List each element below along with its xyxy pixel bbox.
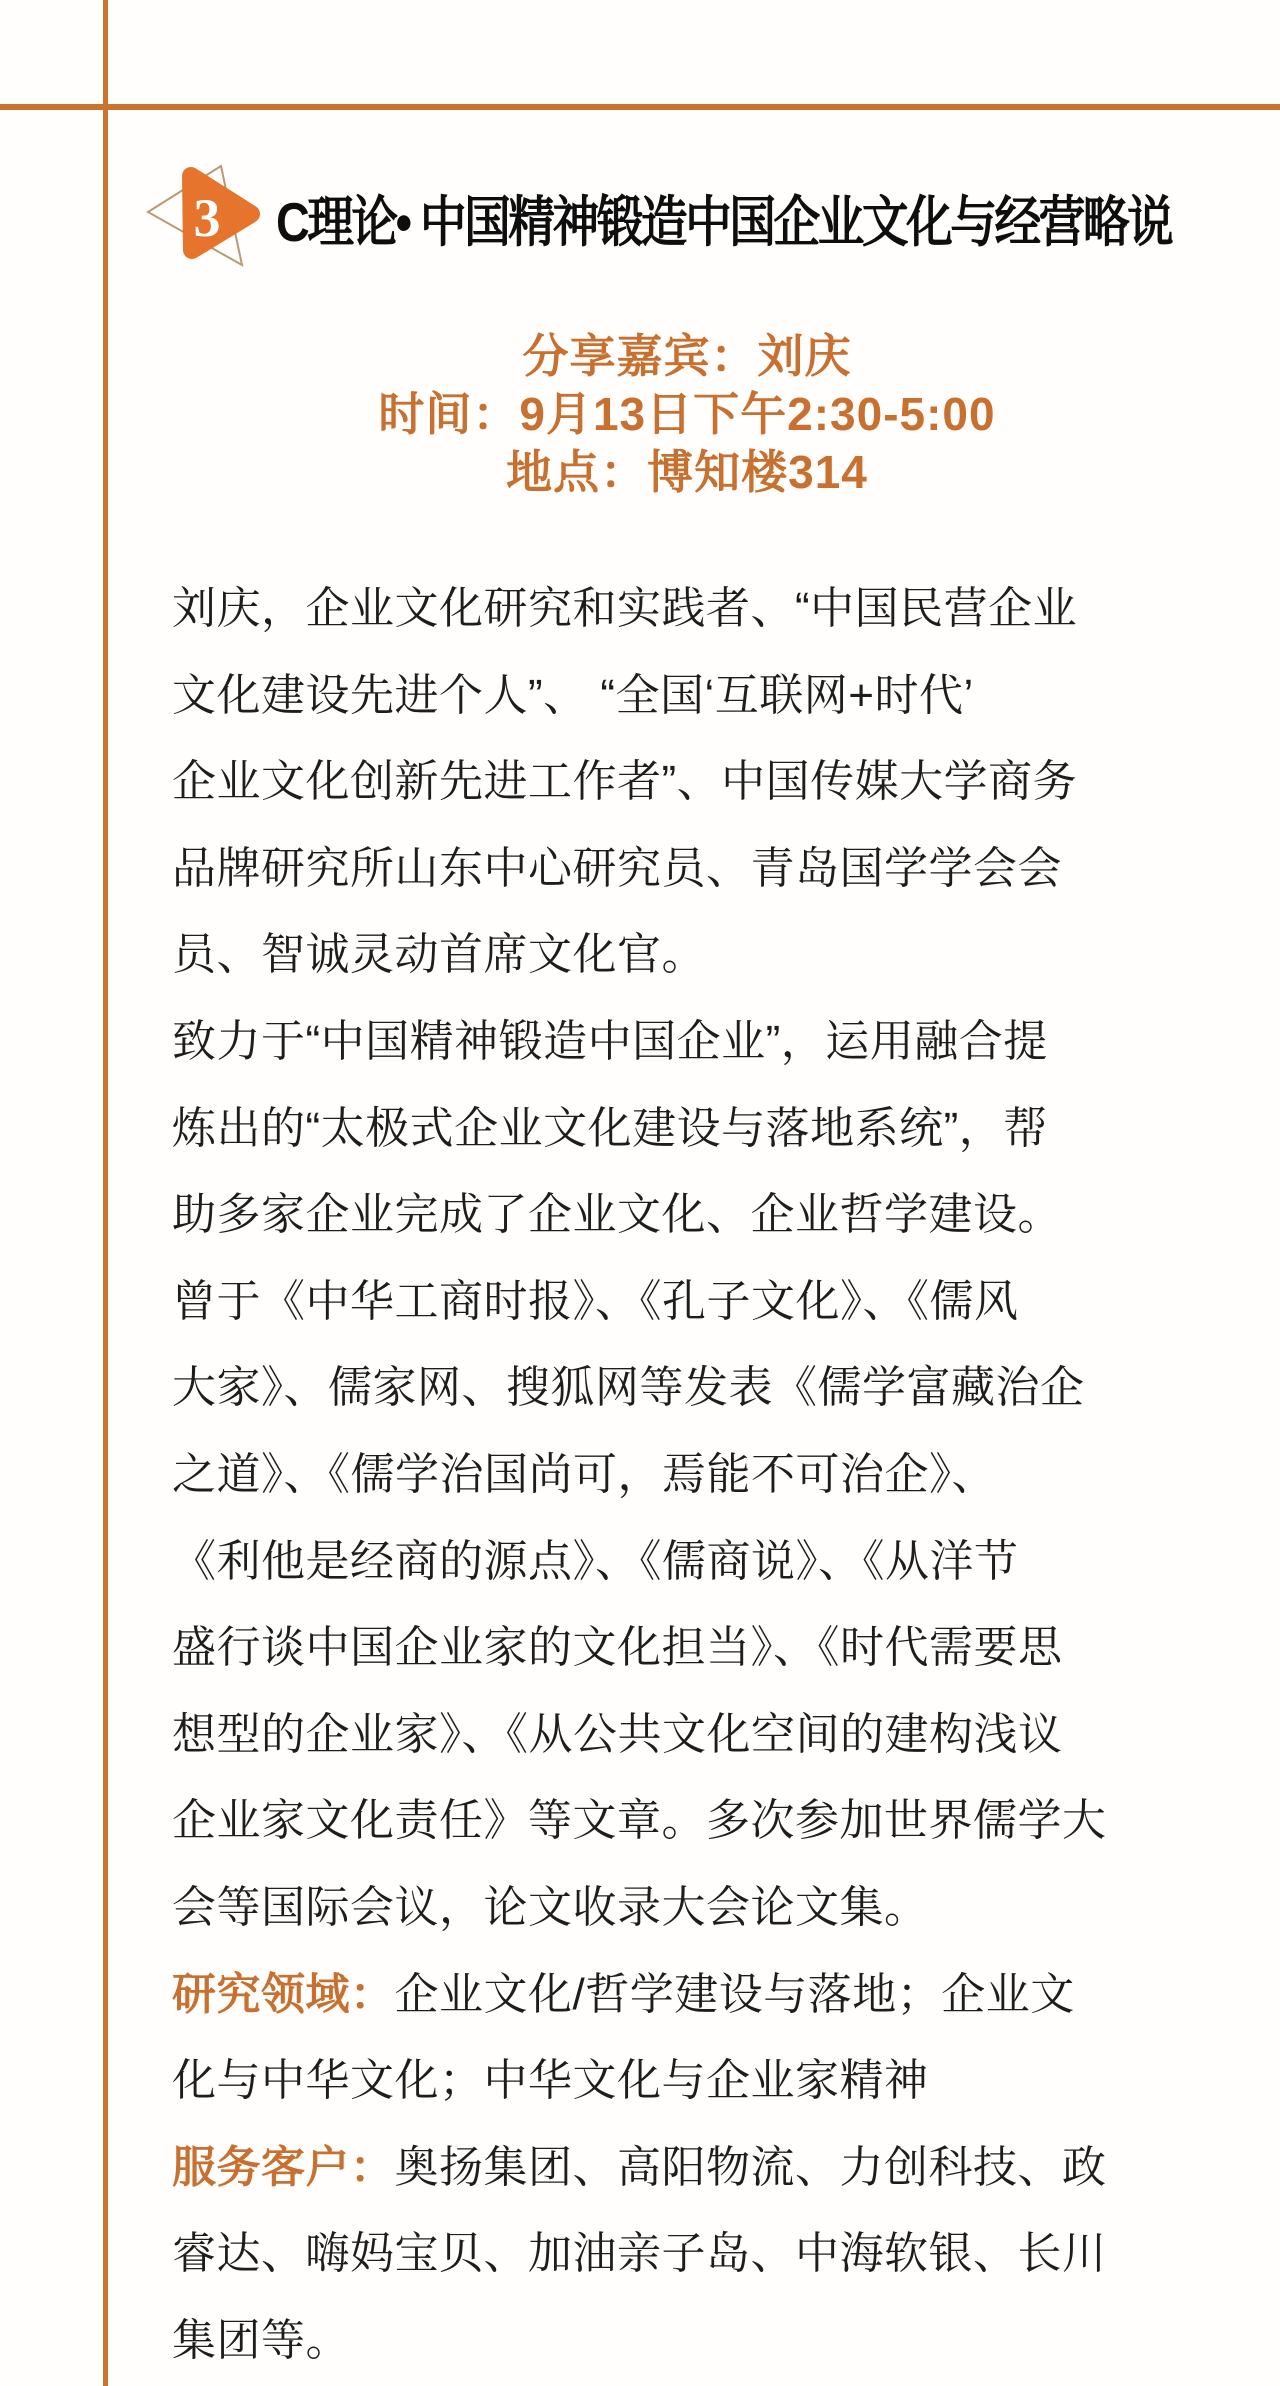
bio-line-text: 曾于《中华工商时报》、《孔子文化》、《儒风 — [172, 1276, 1019, 1326]
bio-line-text: 会等国际会议，论文收录大会论文集。 — [172, 1882, 929, 1932]
bio-line-text: 致力于“中国精神锻造中国企业”，运用融合提 — [172, 1016, 1048, 1066]
bio-line-label: 研究领域： — [172, 1969, 395, 2019]
bio-line-text: 之道》、《儒学治国尚可，焉能不可治企》、 — [172, 1449, 996, 1499]
bio-line-text: 睿达、嗨妈宝贝、加油亲子岛、中海软银、长川 — [172, 2229, 1107, 2279]
bio-line-text: 刘庆，企业文化研究和实践者、“中国民营企业 — [172, 584, 1078, 633]
bio-line-text: 化与中华文化；中华文化与企业家精神 — [172, 2056, 929, 2106]
bio-line — [172, 739, 1208, 826]
session-info-guest: 分享嘉宾：刘庆 — [522, 330, 852, 382]
bio-line-text: 企业家文化责任》等文章。多次参加世界儒学大 — [172, 1796, 1107, 1846]
bio-line-text: 企业文化/哲学建设与落地；企业文 — [394, 1969, 1075, 2019]
session-info-time: 时间：9月13日下午2:30-5:00 — [378, 388, 996, 440]
left-accent-line — [103, 0, 108, 2386]
bio-line-text: 《利他是经商的源点》、《儒商说》、《从洋节 — [172, 1536, 1019, 1586]
bio-line — [172, 1432, 1208, 1519]
bio-line — [172, 1605, 1208, 1692]
bio-line-text: 品牌研究所山东中心研究员、青岛国学学会会 — [172, 843, 1062, 893]
badge-3-icon — [145, 160, 267, 268]
bio-line — [172, 1865, 1208, 1952]
bio-line-text: 盛行谈中国企业家的文化担当》、《时代需要思 — [172, 1623, 1063, 1673]
bio-line — [172, 1952, 1208, 2039]
bio-text — [172, 566, 1208, 2384]
bio-line — [172, 2298, 1208, 2385]
bio-line-text: 奥扬集团、高阳物流、力创科技、政 — [394, 2142, 1107, 2192]
bio-line-text: 想型的企业家》、《从公共文化空间的建构浅议 — [172, 1709, 1063, 1759]
bio-line-text: 文化建设先进个人”、 “全国‘互联网+时代’ — [172, 670, 974, 720]
bio-line — [172, 566, 1208, 653]
bio-line-text: 集团等。 — [172, 2315, 350, 2365]
bio-line — [172, 2038, 1208, 2125]
bio-line-text: 助多家企业完成了企业文化、企业哲学建设。 — [172, 1190, 1062, 1240]
page-title: C理论• 中国精神锻造中国企业文化与经营略说 — [276, 191, 1172, 253]
bio-line — [172, 1172, 1208, 1259]
bio-line — [172, 1692, 1208, 1779]
bio-line — [172, 1259, 1208, 1346]
bio-line-text: 炼出的“太极式企业文化建设与落地系统”，帮 — [172, 1103, 1048, 1153]
bio-line — [172, 1345, 1208, 1432]
bio-line — [172, 1778, 1208, 1865]
bio-line-text: 企业文化创新先进工作者”、中国传媒大学商务 — [172, 757, 1078, 807]
bio-line — [172, 1086, 1208, 1173]
bio-line-label: 服务客户： — [172, 2142, 395, 2192]
session-info — [172, 327, 1202, 501]
bio-line-text: 员、智诚灵动首席文化官。 — [172, 930, 706, 980]
bio-line — [172, 999, 1208, 1086]
top-accent-line — [0, 104, 1280, 110]
bio-line — [172, 1519, 1208, 1606]
bio-line — [172, 2211, 1208, 2298]
section-number-badge — [145, 160, 267, 273]
session-info-location: 地点：博知楼314 — [506, 446, 868, 498]
bio-line-text: 大家》、儒家网、搜狐网等发表《儒学富藏治企 — [172, 1363, 1085, 1413]
bio-line — [172, 653, 1208, 740]
bio-line — [172, 826, 1208, 913]
badge-number: 3 — [193, 188, 221, 248]
bio-line — [172, 2125, 1208, 2212]
bio-line — [172, 912, 1208, 999]
